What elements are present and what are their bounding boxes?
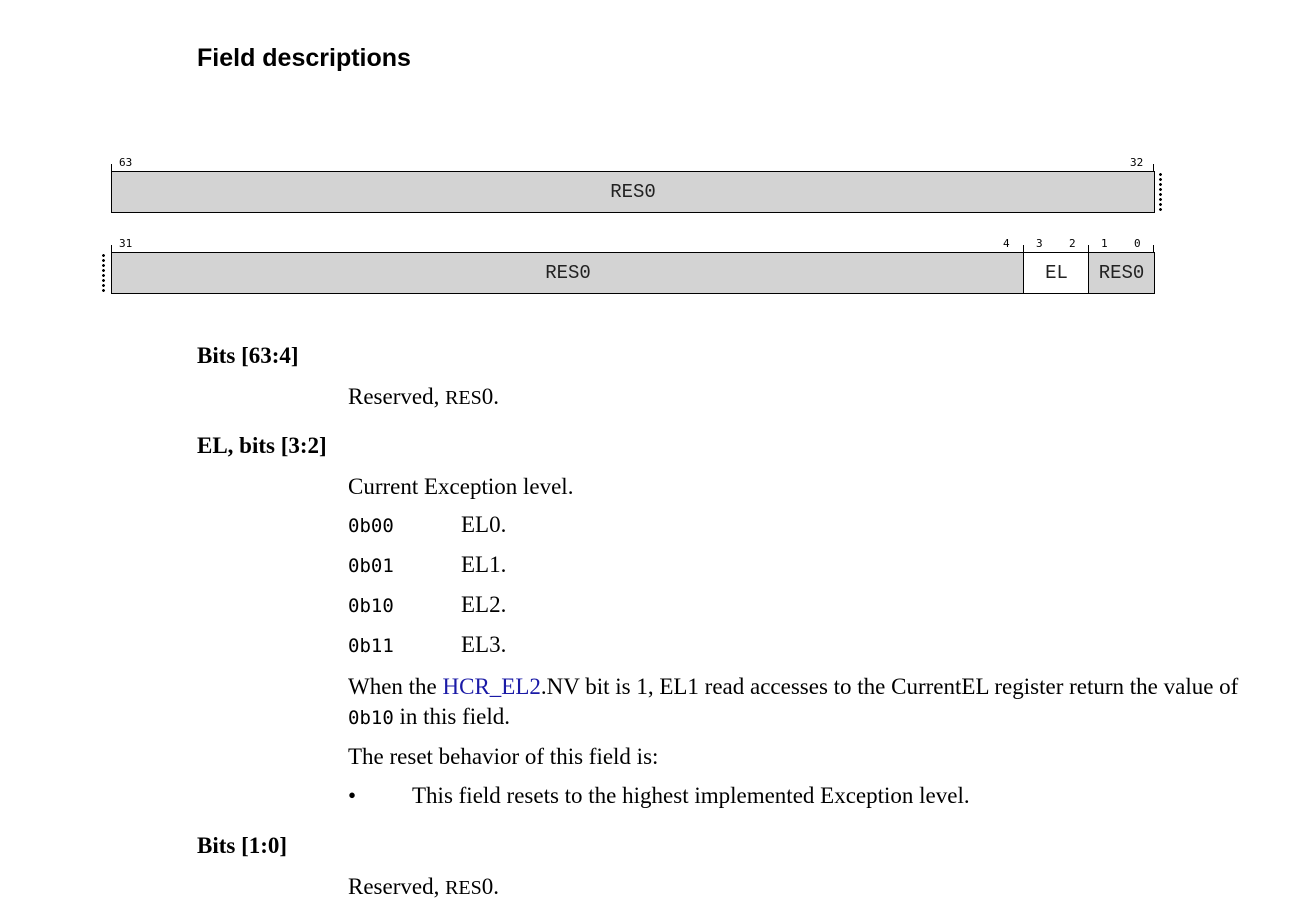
encoding-meaning-el2: EL2. <box>461 592 507 617</box>
field-res0-upper: RES0 <box>111 171 1155 213</box>
field-note-el <box>348 672 1288 733</box>
note-suffix: in this field. <box>393 704 511 729</box>
bit-number-31: 31 <box>119 237 133 250</box>
reset-item: This field resets to the highest implemented Exception level. <box>412 783 970 808</box>
encoding-meaning-el0: EL0. <box>461 512 507 537</box>
field-desc-bits-1-0 <box>348 872 499 903</box>
continuation-dots-left <box>102 253 105 293</box>
bit-number-63: 63 <box>119 156 133 169</box>
encoding-code-0b10: 0b10 <box>348 595 394 617</box>
bit-number-4: 4 <box>1003 237 1010 250</box>
bit-number-1: 1 <box>1101 237 1108 250</box>
reset-intro: The reset behavior of this field is: <box>348 744 659 769</box>
section-heading: Field descriptions <box>197 44 411 72</box>
field-res0-low-bits: RES0 <box>1088 252 1155 294</box>
continuation-dots-right <box>1159 172 1162 212</box>
field-title-bits-1-0: Bits [1:0] <box>197 833 288 858</box>
bullet-marker: • <box>348 783 357 808</box>
encoding-meaning-el3: EL3. <box>461 632 507 657</box>
desc-suffix: 0. <box>481 384 500 409</box>
note-prefix: When the <box>348 674 443 699</box>
desc-suffix: 0. <box>481 874 500 899</box>
encoding-code-0b01: 0b01 <box>348 555 394 577</box>
desc-prefix: Reserved, <box>348 874 446 899</box>
field-res0-lower: RES0 <box>111 252 1025 294</box>
field-intro-el: Current Exception level. <box>348 474 574 499</box>
desc-prefix: Reserved, <box>348 384 446 409</box>
encoding-code-0b11: 0b11 <box>348 635 394 657</box>
bit-number-2: 2 <box>1069 237 1076 250</box>
bit-number-32: 32 <box>1130 156 1144 169</box>
field-title-el: EL, bits [3:2] <box>197 433 327 458</box>
encoding-meaning-el1: EL1. <box>461 552 507 577</box>
bit-number-3: 3 <box>1036 237 1043 250</box>
hcr-el2-link[interactable]: HCR_EL2 <box>442 674 541 699</box>
encoding-code-0b00: 0b00 <box>348 515 394 537</box>
bit-number-0: 0 <box>1134 237 1141 250</box>
field-el: EL <box>1023 252 1090 294</box>
field-desc-bits-63-4 <box>348 382 499 413</box>
res-smallcaps: RES <box>445 877 482 899</box>
note-code: 0b10 <box>348 707 394 729</box>
note-mid: .NV bit is 1, EL1 read accesses to the CurrentEL register return the value of <box>540 674 1239 699</box>
res-smallcaps: RES <box>445 387 482 409</box>
field-title-bits-63-4: Bits [63:4] <box>197 343 299 368</box>
